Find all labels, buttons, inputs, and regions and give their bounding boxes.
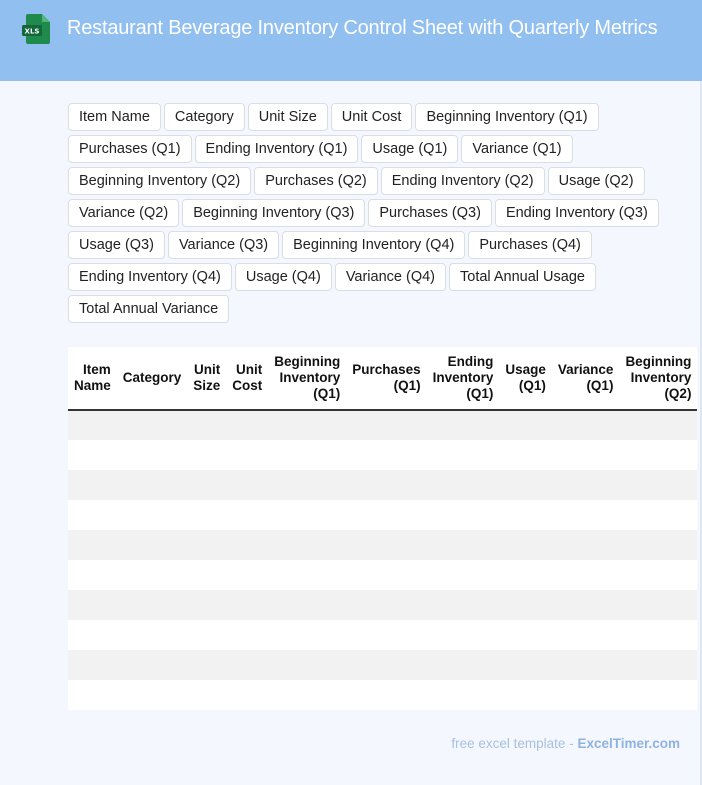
column-chip[interactable]: Ending Inventory (Q1) [195,135,359,163]
table-cell[interactable] [552,500,620,530]
table-cell[interactable] [499,590,552,620]
table-cell[interactable] [268,560,346,590]
table-cell[interactable] [427,410,500,440]
table-cell[interactable] [552,440,620,470]
table-row [68,530,697,560]
page-title: Restaurant Beverage Inventory Control Sheet with Quarterly Metrics [67,17,658,39]
table-cell[interactable] [427,590,500,620]
column-chip[interactable]: Variance (Q2) [68,199,179,227]
table-cell[interactable] [117,410,188,440]
column-header[interactable]: Purchases (Q1) [346,347,426,410]
column-chip[interactable]: Ending Inventory (Q4) [68,263,232,291]
table-row [68,680,697,710]
table-row [68,590,697,620]
table-cell[interactable] [68,470,117,500]
table-cell[interactable] [552,530,620,560]
table-cell[interactable] [226,410,268,440]
table-cell[interactable] [346,410,426,440]
column-header[interactable]: Item Name [68,347,117,410]
table-cell[interactable] [268,530,346,560]
inventory-table [68,347,697,710]
table-cell[interactable] [427,650,500,680]
table-cell[interactable] [552,560,620,590]
table-cell[interactable] [346,500,426,530]
table-cell[interactable] [187,470,226,500]
table-cell[interactable] [346,590,426,620]
table-row [68,500,697,530]
table-cell[interactable] [68,530,117,560]
table-cell[interactable] [619,530,697,560]
table-header-row [68,347,697,410]
table-cell[interactable] [619,590,697,620]
table-cell[interactable] [226,560,268,590]
table-cell[interactable] [427,500,500,530]
table-cell[interactable] [187,500,226,530]
table-cell[interactable] [552,620,620,650]
table-cell[interactable] [499,440,552,470]
table-cell[interactable] [499,650,552,680]
table-cell[interactable] [187,620,226,650]
table-cell[interactable] [619,650,697,680]
column-header[interactable]: Ending Inventory (Q1) [427,347,500,410]
table-cell[interactable] [226,500,268,530]
table-cell[interactable] [68,590,117,620]
column-chip[interactable]: Total Annual Usage [449,263,596,291]
table-cell[interactable] [268,440,346,470]
xls-icon-label: XLS [24,27,40,36]
table-cell[interactable] [68,680,117,710]
table-cell[interactable] [226,650,268,680]
table-cell[interactable] [117,560,188,590]
column-chip[interactable]: Unit Size [248,103,328,131]
table-cell[interactable] [117,680,188,710]
column-chip[interactable]: Beginning Inventory (Q4) [282,231,465,259]
table-cell[interactable] [346,560,426,590]
column-chip[interactable]: Beginning Inventory (Q1) [415,103,598,131]
table-row [68,650,697,680]
table-cell[interactable] [499,530,552,560]
column-header[interactable]: Category [117,347,188,410]
table-cell[interactable] [68,500,117,530]
table-cell[interactable] [619,410,697,440]
column-chip-list [68,103,678,323]
table-cell[interactable] [346,440,426,470]
table-cell[interactable] [552,410,620,440]
column-chip[interactable]: Category [164,103,245,131]
table-cell[interactable] [187,650,226,680]
table-cell[interactable] [552,680,620,710]
footer-credit [451,736,680,751]
table-cell[interactable] [268,470,346,500]
table-row [68,470,697,500]
column-chip[interactable]: Variance (Q3) [168,231,279,259]
table-cell[interactable] [268,620,346,650]
column-chip[interactable]: Ending Inventory (Q2) [381,167,545,195]
table-cell[interactable] [619,500,697,530]
table-cell[interactable] [346,530,426,560]
table-cell[interactable] [117,590,188,620]
table-cell[interactable] [268,500,346,530]
table-cell[interactable] [187,440,226,470]
table-cell[interactable] [499,500,552,530]
table-cell[interactable] [226,470,268,500]
column-chip[interactable]: Unit Cost [331,103,413,131]
table-cell[interactable] [268,410,346,440]
column-chip[interactable]: Usage (Q4) [235,263,332,291]
column-chip[interactable]: Purchases (Q3) [368,199,492,227]
table-cell[interactable] [499,470,552,500]
table-cell[interactable] [68,560,117,590]
column-header[interactable]: Usage (Q1) [499,347,552,410]
column-header[interactable]: Beginning Inventory (Q1) [268,347,346,410]
table-row [68,440,697,470]
table-cell[interactable] [226,590,268,620]
column-chip[interactable]: Beginning Inventory (Q2) [68,167,251,195]
table-row [68,620,697,650]
table-cell[interactable] [346,650,426,680]
table-cell[interactable] [226,530,268,560]
table-cell[interactable] [117,500,188,530]
column-chip[interactable]: Ending Inventory (Q3) [495,199,659,227]
column-header[interactable]: Beginning Inventory (Q2) [619,347,697,410]
column-chip[interactable]: Usage (Q3) [68,231,165,259]
table-cell[interactable] [427,470,500,500]
table-row [68,410,697,440]
table-cell[interactable] [117,440,188,470]
table-cell[interactable] [619,560,697,590]
table-cell[interactable] [499,620,552,650]
header-bar [0,0,702,81]
table-cell[interactable] [68,440,117,470]
footer-prefix: free excel template - [451,736,578,751]
table-cell[interactable] [552,590,620,620]
table-cell[interactable] [552,650,620,680]
table-cell[interactable] [226,440,268,470]
table-cell[interactable] [619,440,697,470]
table-cell[interactable] [187,680,226,710]
table-cell[interactable] [427,680,500,710]
column-chip[interactable]: Purchases (Q2) [254,167,378,195]
table-cell[interactable] [427,530,500,560]
table-cell[interactable] [117,620,188,650]
table-cell[interactable] [427,440,500,470]
table-cell[interactable] [268,650,346,680]
column-header[interactable]: Unit Cost [226,347,268,410]
inventory-table-container[interactable] [68,347,692,710]
table-cell[interactable] [619,620,697,650]
table-row [68,560,697,590]
column-chip[interactable]: Item Name [68,103,161,131]
table-cell[interactable] [268,590,346,620]
table-cell[interactable] [68,410,117,440]
table-cell[interactable] [117,470,188,500]
column-chip[interactable]: Usage (Q2) [548,167,645,195]
table-cell[interactable] [619,470,697,500]
table-cell[interactable] [499,680,552,710]
table-cell[interactable] [619,680,697,710]
table-cell[interactable] [68,650,117,680]
table-cell[interactable] [187,560,226,590]
table-cell[interactable] [226,620,268,650]
column-chip[interactable]: Total Annual Variance [68,295,229,323]
column-chip[interactable]: Purchases (Q4) [468,231,592,259]
table-cell[interactable] [117,530,188,560]
table-cell[interactable] [187,530,226,560]
table-cell[interactable] [427,560,500,590]
column-header[interactable]: Variance (Q1) [552,347,620,410]
table-cell[interactable] [552,470,620,500]
column-chip[interactable]: Variance (Q1) [461,135,572,163]
table-cell[interactable] [346,620,426,650]
table-cell[interactable] [226,680,268,710]
table-cell[interactable] [499,560,552,590]
table-cell[interactable] [187,410,226,440]
column-header[interactable]: Unit Size [187,347,226,410]
column-chip[interactable]: Usage (Q1) [361,135,458,163]
table-cell[interactable] [187,590,226,620]
footer-brand-link[interactable]: ExcelTimer.com [577,736,680,751]
table-cell[interactable] [499,410,552,440]
table-cell[interactable] [346,680,426,710]
column-chip[interactable]: Variance (Q4) [335,263,446,291]
column-chip[interactable]: Purchases (Q1) [68,135,192,163]
table-cell[interactable] [68,620,117,650]
table-cell[interactable] [427,620,500,650]
table-cell[interactable] [117,650,188,680]
table-cell[interactable] [268,680,346,710]
table-cell[interactable] [346,470,426,500]
column-chip[interactable]: Beginning Inventory (Q3) [182,199,365,227]
